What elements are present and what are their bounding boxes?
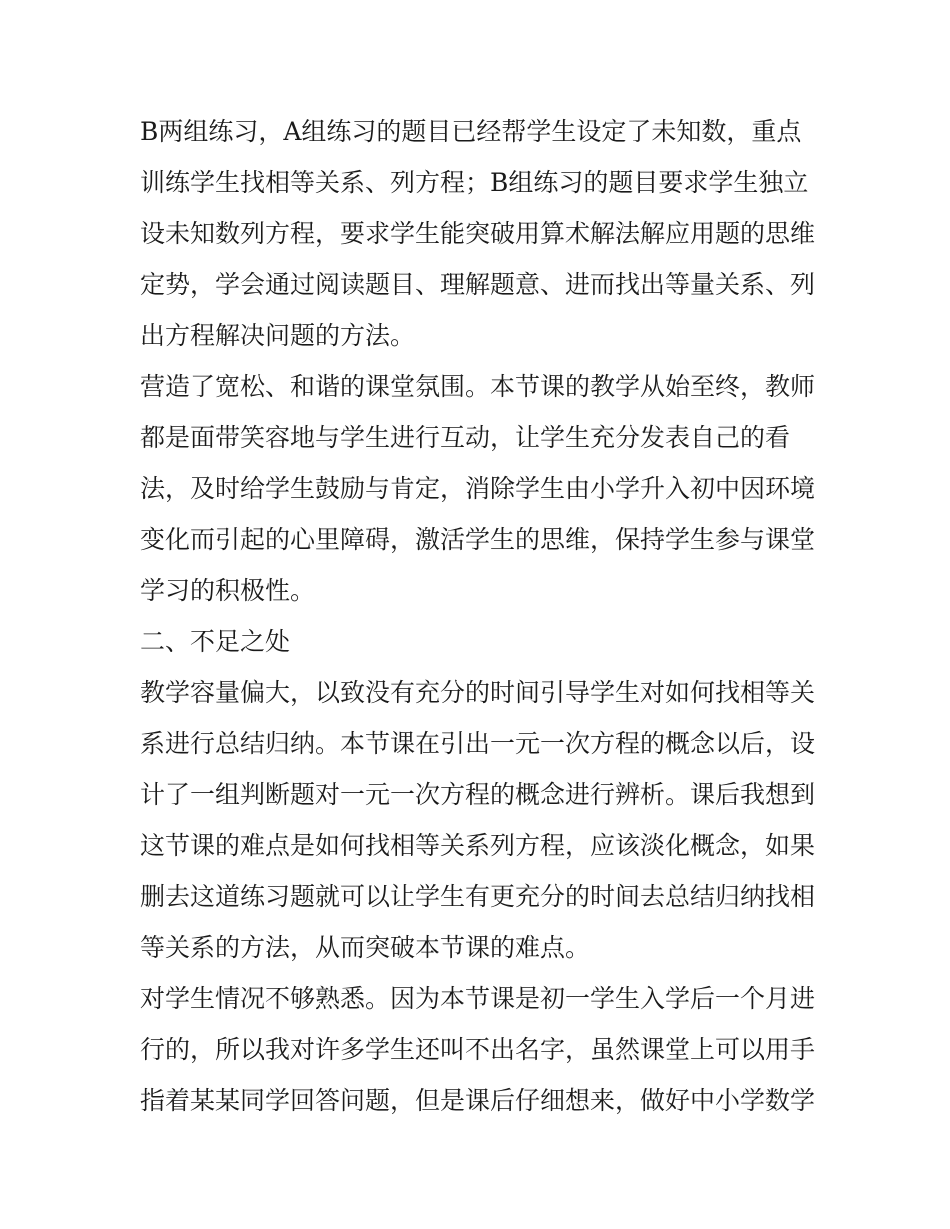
- text-line-20: 指着某某同学回答问题，但是课后仔细想来，做好中小学数学: [140, 1086, 816, 1115]
- text-line-10: 学习的积极性。: [140, 576, 316, 605]
- text-line-16: 删去这道练习题就可以让学生有更充分的时间去总结归纳找相: [140, 882, 816, 911]
- text-line-4: 定势，学会通过阅读题目、理解题意、进而找出等量关系、列: [140, 270, 816, 299]
- text-line-8: 法，及时给学生鼓励与肯定，消除学生由小学升入初中因环境: [140, 474, 816, 503]
- text-line-5: 出方程解决问题的方法。: [140, 321, 416, 350]
- text-line-1: B两组练习，A组练习的题目已经帮学生设定了未知数，重点: [140, 117, 802, 146]
- text-line-14: 计了一组判断题对一元一次方程的概念进行辨析。课后我想到: [140, 780, 816, 809]
- text-line-17: 等关系的方法，从而突破本节课的难点。: [140, 933, 591, 962]
- text-line-12: 教学容量偏大，以致没有充分的时间引导学生对如何找相等关: [140, 678, 816, 707]
- section-heading: 二、不足之处: [140, 627, 291, 656]
- text-line-18: 对学生情况不够熟悉。因为本节课是初一学生入学后一个月进: [140, 984, 816, 1013]
- text-line-7: 都是面带笑容地与学生进行互动，让学生充分发表自己的看: [140, 423, 791, 452]
- text-line-3: 设未知数列方程，要求学生能突破用算术解法解应用题的思维: [140, 219, 816, 248]
- text-line-19: 行的，所以我对许多学生还叫不出名字，虽然课堂上可以用手: [140, 1035, 816, 1064]
- text-line-9: 变化而引起的心里障碍，激活学生的思维，保持学生参与课堂: [140, 525, 816, 554]
- document-body: [140, 106, 830, 1126]
- text-line-15: 这节课的难点是如何找相等关系列方程，应该淡化概念，如果: [140, 831, 816, 860]
- text-line-2: 训练学生找相等关系、列方程；B组练习的题目要求学生独立: [140, 168, 809, 197]
- text-line-6: 营造了宽松、和谐的课堂氛围。本节课的教学从始至终，教师: [140, 372, 816, 401]
- text-line-13: 系进行总结归纳。本节课在引出一元一次方程的概念以后，设: [140, 729, 816, 758]
